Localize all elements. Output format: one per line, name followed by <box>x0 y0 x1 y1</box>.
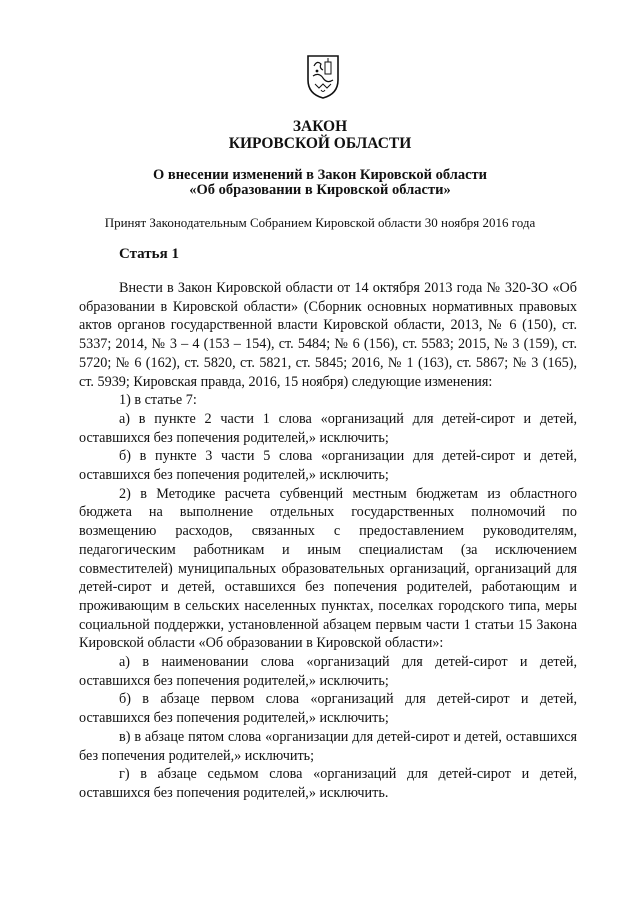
law-subject-line2: «Об образовании в Кировской области» <box>189 182 451 198</box>
paragraph-intro: Внести в Закон Кировской области от 14 октября 2013 года № 320-ЗО «Об образовании в Кировской области» (Сборник основных нормативных правовых актов органов государственной власти Кировской области, 2013, № 6 (150), ст. 5337; 2014, № 3 – 4 (153 – 154), ст. 5484; № 6 (156), ст. 5583; 2015, № 3 (159), ст. 5720; № 6 (162), ст. 5820, ст. 5821, ст. 5845; 2016, № 1 (163), ст. 5867; № 3 (165), ст. 5939; Кировская правда, 2016, 15 ноября) следующие изменения: <box>79 280 577 390</box>
paragraph-item: б) в пункте 3 части 5 слова «организации для детей-сирот и детей, оставшихся без попечения родителей,» исключить; <box>79 448 577 484</box>
paragraph-item: а) в наименовании слова «организаций для детей-сирот и детей, оставшихся без попечения родителей,» исключить; <box>79 654 577 689</box>
region-title: КИРОВСКОЙ ОБЛАСТИ <box>228 135 412 152</box>
law-title: ЗАКОН <box>292 118 348 135</box>
paragraph-item: б) в абзаце первом слова «организаций для детей-сирот и детей, оставшихся без попечения родителей,» исключить; <box>79 691 577 727</box>
paragraph-item: г) в абзаце седьмом слова «организаций для детей-сирот и детей, оставшихся без попечения родителей,» исключить. <box>79 766 577 801</box>
coat-of-arms-icon <box>305 54 341 100</box>
article-heading: Статья 1 <box>119 246 179 262</box>
paragraph-item: в) в абзаце пятом слова «организации для детей-сирот и детей, оставшихся без попечения родителей,» исключить; <box>79 728 577 764</box>
law-subject-line1: О внесении изменений в Закон Кировской области <box>152 167 488 183</box>
paragraph-item: а) в пункте 2 части 1 слова «организаций для детей-сирот и детей, оставшихся без попечения родителей,» исключить; <box>79 410 577 446</box>
paragraph-item: 1) в статье 7: <box>119 392 197 409</box>
adoption-note: Принят Законодательным Собранием Кировской области 30 ноября 2016 года <box>104 215 536 230</box>
article-body <box>79 279 577 803</box>
paragraph-item: 2) в Методике расчета субвенций местным бюджетам из областного бюджета на выполнение отдельных государственных полномочий по возмещению расходов, связанных с предоставлением руководителям, педагогическим работникам и иным специалистам (за исключением совместителей) муниципальных образовательных организаций, организаций для детей-сирот и детей, оставшихся без попечения родителей, работающим и проживающим в сельских населенных пунктах, поселках городского типа, меры социальной поддержки, установленной абзацем первым части 1 статьи 15 Закона Кировской области «Об образовании в Кировской области»: <box>79 485 577 652</box>
